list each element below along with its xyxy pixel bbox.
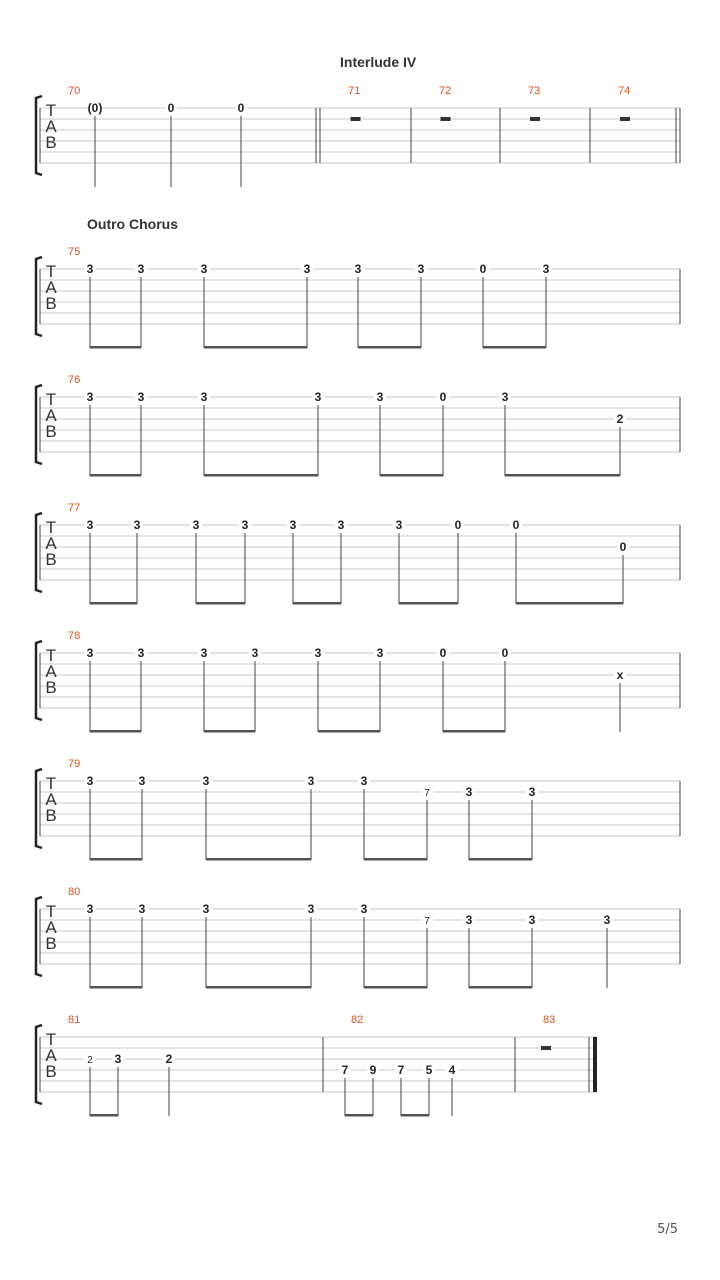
fret-number: 3 bbox=[465, 913, 473, 927]
tab-clef-letter: T bbox=[45, 518, 57, 537]
fret-number: 3 bbox=[303, 262, 311, 276]
fret-number: 4 bbox=[448, 1063, 456, 1077]
beam bbox=[318, 730, 380, 733]
fret-number: 3 bbox=[200, 262, 208, 276]
tab-system bbox=[0, 623, 720, 733]
fret-number: 3 bbox=[241, 518, 249, 532]
tab-clef-letter: T bbox=[45, 101, 57, 120]
fret-number: 3 bbox=[86, 262, 94, 276]
measure-number: 77 bbox=[68, 502, 81, 514]
fret-number: 3 bbox=[465, 785, 473, 799]
fret-number: 3 bbox=[376, 646, 384, 660]
fret-number: 3 bbox=[501, 390, 509, 404]
beam bbox=[380, 474, 443, 477]
tab-clef-letter: A bbox=[45, 790, 57, 809]
beam bbox=[204, 474, 318, 477]
tab-clef-letter: B bbox=[45, 1062, 57, 1081]
beam bbox=[90, 1114, 118, 1117]
measure-number: 80 bbox=[68, 886, 81, 898]
beam bbox=[345, 1114, 373, 1117]
whole-rest bbox=[441, 117, 451, 121]
fret-number: 3 bbox=[138, 774, 146, 788]
fret-number: 3 bbox=[202, 774, 210, 788]
fret-number: 3 bbox=[137, 390, 145, 404]
beam bbox=[196, 602, 245, 605]
tab-clef-letter: T bbox=[45, 774, 57, 793]
fret-number: 3 bbox=[337, 518, 345, 532]
fret-number: 3 bbox=[603, 913, 611, 927]
tab-clef-letter: B bbox=[45, 934, 57, 953]
fret-number: 3 bbox=[314, 646, 322, 660]
fret-number: 3 bbox=[314, 390, 322, 404]
beam bbox=[443, 730, 505, 733]
fret-number: 0 bbox=[512, 518, 520, 532]
fret-number: 3 bbox=[86, 390, 94, 404]
fret-number: 5 bbox=[425, 1063, 433, 1077]
beam bbox=[90, 858, 142, 861]
beam bbox=[401, 1114, 429, 1117]
fret-number: 0 bbox=[439, 390, 447, 404]
section-title-outro: Outro Chorus bbox=[87, 216, 178, 232]
beam bbox=[206, 858, 311, 861]
beam bbox=[293, 602, 341, 605]
fret-number: 2 bbox=[616, 412, 624, 426]
beam bbox=[364, 986, 427, 989]
fret-number: 3 bbox=[137, 262, 145, 276]
measure-number: 72 bbox=[439, 85, 452, 97]
fret-number: x bbox=[616, 668, 624, 682]
fret-number: 3 bbox=[138, 902, 146, 916]
measure-number: 82 bbox=[351, 1014, 364, 1026]
measure-number: 76 bbox=[68, 374, 81, 386]
beam bbox=[90, 986, 142, 989]
tab-clef-letter: A bbox=[45, 662, 57, 681]
beam bbox=[204, 346, 307, 349]
measure-number: 78 bbox=[68, 630, 81, 642]
fret-number: 3 bbox=[200, 390, 208, 404]
measure-number: 73 bbox=[528, 85, 541, 97]
section-title-interlude: Interlude IV bbox=[340, 54, 417, 70]
fret-number: 3 bbox=[528, 913, 536, 927]
fret-number: 3 bbox=[417, 262, 425, 276]
fret-number: 3 bbox=[542, 262, 550, 276]
beam bbox=[358, 346, 421, 349]
fret-number: 3 bbox=[528, 785, 536, 799]
tab-system bbox=[0, 495, 720, 605]
tab-system bbox=[0, 879, 720, 989]
beam bbox=[206, 986, 311, 989]
fret-number: 3 bbox=[86, 646, 94, 660]
fret-number: 7 bbox=[341, 1063, 349, 1077]
beam bbox=[90, 602, 137, 605]
whole-rest bbox=[620, 117, 630, 121]
tab-system bbox=[0, 239, 720, 349]
tab-clef-letter: B bbox=[45, 133, 57, 152]
fret-number: 2 bbox=[165, 1052, 173, 1066]
fret-number: 3 bbox=[86, 902, 94, 916]
beam bbox=[399, 602, 458, 605]
tab-clef-letter: B bbox=[45, 422, 57, 441]
fret-number: 0 bbox=[501, 646, 509, 660]
fret-number: 3 bbox=[307, 902, 315, 916]
fret-number: 3 bbox=[137, 646, 145, 660]
fret-number: 0 bbox=[439, 646, 447, 660]
tab-system bbox=[0, 367, 720, 477]
tab-clef-letter: A bbox=[45, 278, 57, 297]
beam bbox=[483, 346, 546, 349]
tab-clef-letter: A bbox=[45, 918, 57, 937]
whole-rest bbox=[530, 117, 540, 121]
measure-number: 75 bbox=[68, 246, 81, 258]
final-barline bbox=[593, 1037, 597, 1092]
fret-number: 3 bbox=[395, 518, 403, 532]
beam bbox=[516, 602, 623, 605]
fret-number: 3 bbox=[354, 262, 362, 276]
beam bbox=[469, 986, 532, 989]
beam bbox=[469, 858, 532, 861]
fret-number: 3 bbox=[133, 518, 141, 532]
tab-clef-letter: T bbox=[45, 902, 57, 921]
fret-number: 0 bbox=[454, 518, 462, 532]
fret-number: 3 bbox=[86, 518, 94, 532]
whole-rest bbox=[351, 117, 361, 121]
measure-number: 81 bbox=[68, 1014, 81, 1026]
tab-clef-letter: T bbox=[45, 1030, 57, 1049]
tab-clef-letter: B bbox=[45, 550, 57, 569]
beam bbox=[505, 474, 620, 477]
tab-system bbox=[0, 1007, 720, 1117]
beam bbox=[90, 474, 141, 477]
tab-system bbox=[0, 751, 720, 861]
fret-number: 3 bbox=[360, 902, 368, 916]
tab-clef-letter: A bbox=[45, 1046, 57, 1065]
fret-number: 0 bbox=[167, 101, 175, 115]
fret-number: 3 bbox=[307, 774, 315, 788]
fret-number: 3 bbox=[289, 518, 297, 532]
tab-system bbox=[0, 78, 720, 188]
tab-clef-letter: T bbox=[45, 390, 57, 409]
tab-clef-letter: T bbox=[45, 646, 57, 665]
measure-number: 74 bbox=[618, 85, 631, 97]
tab-clef-letter: A bbox=[45, 406, 57, 425]
fret-number: 3 bbox=[114, 1052, 122, 1066]
measure-number: 83 bbox=[543, 1014, 556, 1026]
fret-number: 3 bbox=[200, 646, 208, 660]
whole-rest bbox=[541, 1046, 551, 1050]
fret-number: 0 bbox=[619, 540, 627, 554]
beam bbox=[90, 730, 141, 733]
fret-number: 3 bbox=[376, 390, 384, 404]
fret-number: 3 bbox=[192, 518, 200, 532]
measure-number: 71 bbox=[348, 85, 361, 97]
fret-number: 7 bbox=[424, 788, 430, 799]
measure-number: 70 bbox=[68, 85, 81, 97]
fret-number: 3 bbox=[251, 646, 259, 660]
fret-number: 7 bbox=[424, 916, 430, 927]
fret-number: 9 bbox=[369, 1063, 377, 1077]
tab-clef-letter: T bbox=[45, 262, 57, 281]
tab-clef-letter: A bbox=[45, 117, 57, 136]
fret-number: 2 bbox=[87, 1055, 93, 1066]
beam bbox=[204, 730, 255, 733]
measure-number: 79 bbox=[68, 758, 81, 770]
tab-clef-letter: B bbox=[45, 294, 57, 313]
tab-clef-letter: B bbox=[45, 806, 57, 825]
fret-number: 3 bbox=[360, 774, 368, 788]
fret-number: 0 bbox=[479, 262, 487, 276]
beam bbox=[90, 346, 141, 349]
fret-number: 3 bbox=[202, 902, 210, 916]
fret-number: 3 bbox=[86, 774, 94, 788]
fret-number: (0) bbox=[87, 101, 103, 115]
page-number: 5/5 bbox=[657, 1222, 678, 1237]
tab-clef-letter: A bbox=[45, 534, 57, 553]
fret-number: 7 bbox=[397, 1063, 405, 1077]
tab-clef-letter: B bbox=[45, 678, 57, 697]
fret-number: 0 bbox=[237, 101, 245, 115]
beam bbox=[364, 858, 427, 861]
